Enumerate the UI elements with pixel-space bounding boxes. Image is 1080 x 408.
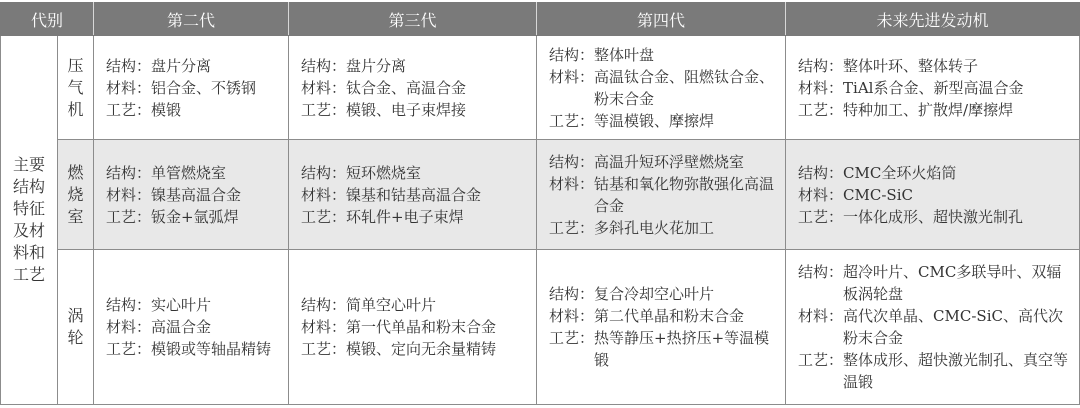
material-key: 材料： — [549, 307, 595, 325]
process-value: 一体化成形、超快激光制孔 — [843, 207, 1024, 226]
component-cell — [58, 140, 94, 250]
process-value: 热等静压+热挤压+等温模锻 — [594, 329, 770, 369]
process-key: 工艺： — [549, 218, 595, 237]
material-key: 材料： — [301, 185, 347, 204]
category-cell — [1, 36, 58, 405]
structure-value: CMC全环火焰筒 — [843, 163, 957, 182]
cell-turbine-gen2 — [94, 250, 289, 405]
material-value: 第二代单晶和粉末合金 — [594, 307, 745, 325]
structure-value: 整体叶盘 — [594, 45, 655, 64]
cell-compressor-gen2 — [94, 36, 289, 140]
cell-compressor-future — [786, 36, 1080, 140]
structure-key: 结构： — [301, 296, 347, 314]
structure-key: 结构： — [301, 163, 347, 182]
component-label: 压气机 — [67, 55, 84, 119]
component-cell — [58, 36, 94, 140]
material-value: 镍基和钴基高温合金 — [346, 185, 482, 204]
process-key: 工艺： — [106, 340, 152, 358]
structure-key: 结构： — [106, 163, 152, 182]
material-value: CMC-SiC — [843, 185, 913, 204]
process-value: 等温模锻、摩擦焊 — [594, 111, 715, 130]
material-key: 材料： — [798, 307, 844, 325]
structure-value: 超冷叶片、CMC多联导叶、双辐板涡轮盘 — [843, 263, 1062, 303]
material-key: 材料： — [301, 318, 347, 336]
category-label: 主要结构特征及材料和工艺 — [12, 155, 45, 284]
material-value: TiAl系合金、新型高温合金 — [843, 78, 1024, 97]
process-key: 工艺： — [798, 207, 844, 226]
table-row-turbine — [1, 250, 1080, 405]
process-key: 工艺： — [301, 100, 347, 119]
cell-compressor-gen3 — [289, 36, 537, 140]
material-value: 镍基高温合金 — [151, 185, 242, 204]
component-cell — [58, 250, 94, 405]
header-gen2: 第二代 — [94, 3, 289, 36]
header-generation: 代别 — [1, 3, 94, 36]
cell-combustor-future — [786, 140, 1080, 250]
structure-key: 结构： — [798, 263, 844, 281]
process-key: 工艺： — [798, 100, 844, 119]
process-value: 整体成形、超快激光制孔、真空等温锻 — [843, 351, 1069, 391]
cell-combustor-gen2 — [94, 140, 289, 250]
material-value: 钴基和氧化物弥散强化高温合金 — [594, 174, 775, 215]
cell-turbine-gen3 — [289, 250, 537, 405]
header-gen3: 第三代 — [289, 3, 537, 36]
structure-key: 结构： — [106, 296, 152, 314]
structure-key: 结构： — [301, 56, 347, 75]
process-key: 工艺： — [106, 100, 152, 119]
header-future: 未来先进发动机 — [786, 3, 1080, 36]
process-key: 工艺： — [549, 329, 595, 347]
structure-value: 整体叶环、整体转子 — [843, 56, 979, 75]
structure-value: 单管燃烧室 — [151, 163, 227, 182]
header-row — [1, 3, 1080, 36]
process-value: 特种加工、扩散焊/摩擦焊 — [843, 100, 1014, 119]
material-key: 材料： — [798, 185, 844, 204]
material-value: 高代次单晶、CMC-SiC、高代次粉末合金 — [843, 307, 1063, 347]
material-value: 高温钛合金、阻燃钛合金、粉末合金 — [594, 67, 775, 108]
component-label: 燃烧室 — [67, 162, 84, 226]
table-row-combustor — [1, 140, 1080, 250]
material-key: 材料： — [106, 318, 152, 336]
material-value: 第一代单晶和粉末合金 — [346, 318, 497, 336]
cell-combustor-gen3 — [289, 140, 537, 250]
structure-value: 简单空心叶片 — [346, 296, 437, 314]
material-value: 铝合金、不锈钢 — [151, 78, 257, 97]
structure-key: 结构： — [106, 56, 152, 75]
process-key: 工艺： — [301, 207, 347, 226]
structure-key: 结构： — [798, 163, 844, 182]
process-value: 环轧件+电子束焊 — [346, 207, 464, 226]
structure-value: 高温升短环浮壁燃烧室 — [594, 152, 745, 171]
structure-key: 结构： — [549, 152, 595, 171]
process-value: 模锻 — [151, 100, 182, 119]
structure-value: 复合冷却空心叶片 — [594, 285, 715, 303]
process-value: 多斜孔电火花加工 — [594, 218, 715, 237]
cell-combustor-gen4 — [537, 140, 786, 250]
structure-key: 结构： — [549, 45, 595, 64]
material-key: 材料： — [106, 78, 152, 97]
cell-turbine-gen4 — [537, 250, 786, 405]
header-gen4: 第四代 — [537, 3, 786, 36]
structure-key: 结构： — [798, 56, 844, 75]
structure-value: 短环燃烧室 — [346, 163, 422, 182]
material-key: 材料： — [106, 185, 152, 204]
material-key: 材料： — [549, 67, 595, 86]
cell-compressor-gen4 — [537, 36, 786, 140]
process-key: 工艺： — [549, 111, 595, 130]
process-key: 工艺： — [301, 340, 347, 358]
process-key: 工艺： — [798, 351, 844, 369]
process-value: 模锻或等轴晶精铸 — [151, 340, 272, 358]
process-key: 工艺： — [106, 207, 152, 226]
process-value: 模锻、电子束焊接 — [346, 100, 467, 119]
cell-turbine-future — [786, 250, 1080, 405]
structure-value: 实心叶片 — [151, 296, 212, 314]
structure-value: 盘片分离 — [151, 56, 212, 75]
structure-value: 盘片分离 — [346, 56, 407, 75]
process-value: 模锻、定向无余量精铸 — [346, 340, 497, 358]
process-value: 钣金+氩弧焊 — [151, 207, 239, 226]
table-row-compressor — [1, 36, 1080, 140]
component-label: 涡轮 — [67, 306, 84, 347]
material-value: 高温合金 — [151, 318, 212, 336]
material-key: 材料： — [301, 78, 347, 97]
material-value: 钛合金、高温合金 — [346, 78, 467, 97]
engine-generation-table — [0, 2, 1080, 405]
material-key: 材料： — [549, 174, 595, 193]
material-key: 材料： — [798, 78, 844, 97]
structure-key: 结构： — [549, 285, 595, 303]
